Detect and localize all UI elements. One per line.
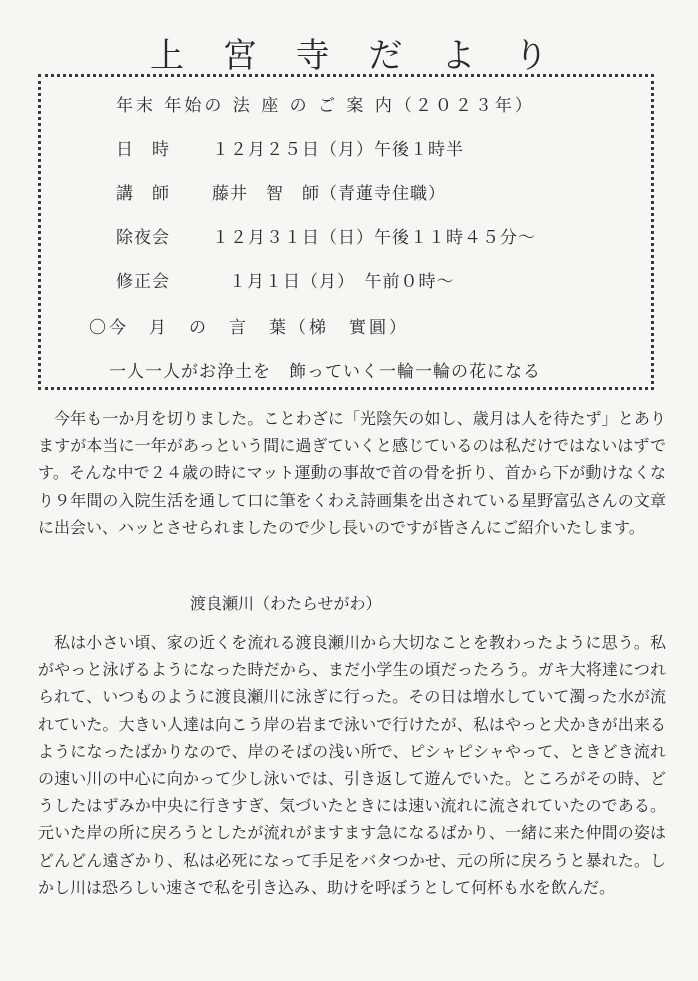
notice-row-shushoe xyxy=(116,267,455,292)
intro-paragraph: 今年も一か月を切りました。ことわざに「光陰矢の如し、歳月は人を待たず」とありますが本当に一年があっという間に過ぎていくと感じているのは私だけではないはずです。そんな中で２４歳の時にマット運動の事故で首の骨を折り、首から下が動けなくなり９年間の入院生活を通して口に筆をくわえ詩画集を出されている星野富弘さんの文章に出会い、ハッとさせられましたので少し長いのですが皆さんにご紹介いたします。 xyxy=(38,409,666,537)
newsletter-title: 上 宮 寺 だ よ り xyxy=(150,36,563,76)
notice-heading: 年末 年始の 法 座 の ご 案 内（２０２３年） xyxy=(116,96,535,116)
notice-value: 藤井 智 師（青蓮寺住職） xyxy=(212,184,446,204)
words-of-month-phrase: 一人一人がお浄土を 飾っていく一輪一輪の花になる xyxy=(109,362,541,382)
story-paragraph: 私は小さい頃、家の近くを流れる渡良瀬川から大切なことを教わったように思う。私がやっと泳げるようになった時だから、まだ小学生の頃だったろう。ガキ大将達につれられて、いつものように渡良瀬川に泳ぎに行った。その日は増水していて濁った水が流れていた。大きい人達は向こう岸の岩まで泳いで行けたが、私はやっと犬かきが出来るようになったばかりなので、岸のそばの浅い所で、ピシャピシャやって、ときどき流れの速い川の中心に向かって少し泳いでは、引き返して遊んでいた。ところがその時、どうしたはずみか中央に行きすぎ、気づいたときには速い流れに流されていたのである。元いた岸の所に戻ろうとしたが流れがますます急になるばかり、一緒に来た仲間の姿はどんどん遠ざかり、私は必死になって手足をバタつかせ、元の所に戻ろうと暴れた。しかし川は恐ろしい速さで私を引き込み、助けを呼ぼうとして何杯も水を飲んだ。 xyxy=(38,633,666,897)
story-title: 渡良瀬川（わたらせがわ） xyxy=(190,594,382,613)
event-notice-box xyxy=(38,74,654,390)
notice-value: １２月２５日（月）午後１時半 xyxy=(212,140,464,160)
notice-label: 日 時 xyxy=(116,140,170,160)
notice-row-joyae xyxy=(116,223,536,248)
words-of-month-heading: 〇今 月 の 言 葉（梯 實圓） xyxy=(89,318,409,338)
notice-row-datetime xyxy=(116,135,464,160)
notice-row-lecturer xyxy=(116,179,446,204)
notice-label: 除夜会 xyxy=(116,228,170,248)
notice-value: １２月３１日（日）午後１１時４５分～ xyxy=(212,228,536,248)
notice-label: 修正会 xyxy=(116,272,170,292)
notice-value: １月１日（月） 午前０時～ xyxy=(229,272,455,292)
notice-label: 講 師 xyxy=(116,184,170,204)
